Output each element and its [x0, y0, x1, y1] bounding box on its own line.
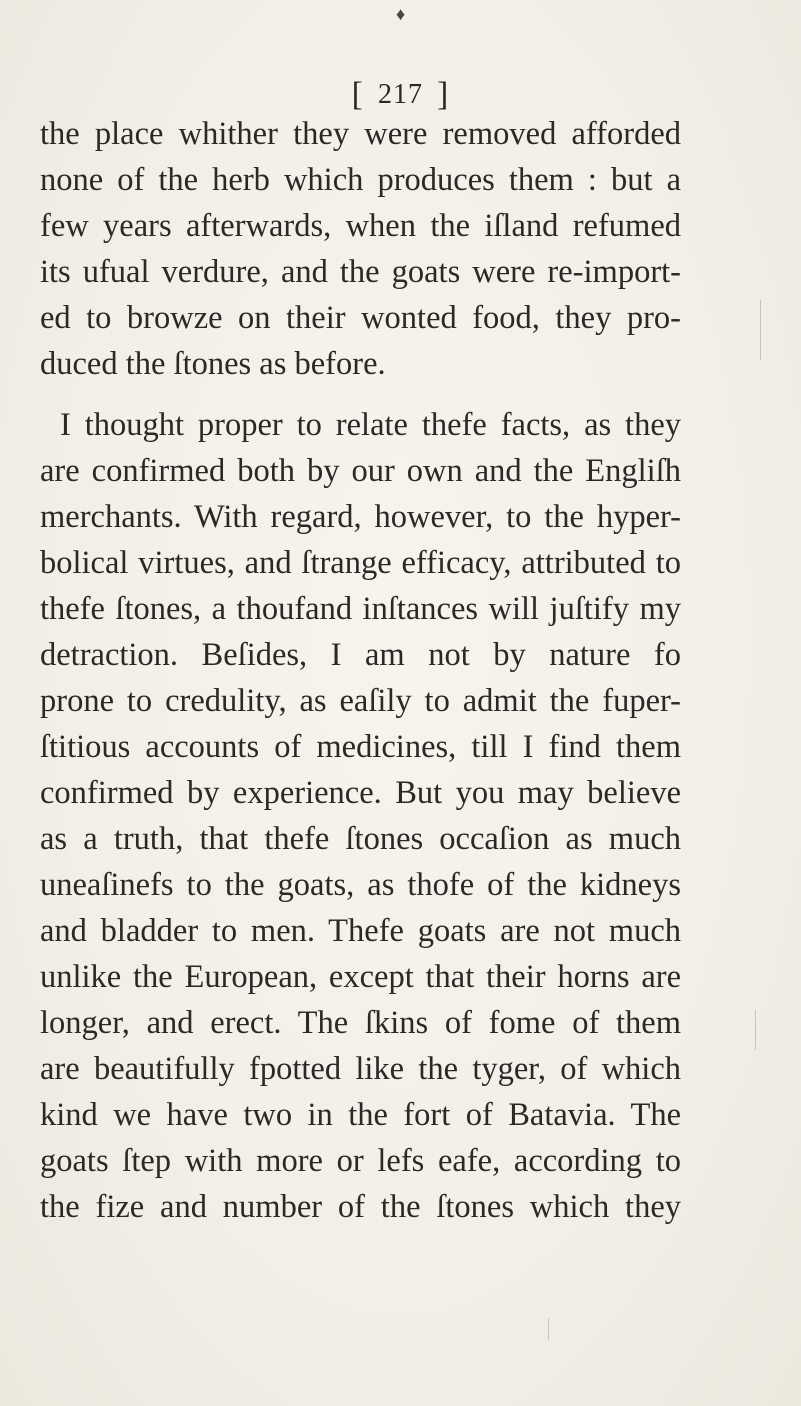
text-line-18: and bladder to men. Thefe goats are not much: [40, 913, 681, 949]
text-line-7: I thought proper to relate thefe facts, as they: [60, 407, 681, 443]
page-number: 217: [378, 79, 423, 110]
text-line-4: its ufual verdure, and the goats were re-import-: [40, 254, 681, 290]
text-line-16: as a truth, that thefe ſtones occaſion as much: [40, 821, 681, 857]
text-line-12: detraction. Beſides, I am not by nature fo: [40, 637, 681, 673]
text-line-13: prone to credulity, as eaſily to admit the fuper-: [40, 683, 681, 719]
text-line-10: bolical virtues, and ſtrange efficacy, attributed to: [40, 545, 681, 581]
text-line-21: are beautifully fpotted like the tyger, of which: [40, 1051, 681, 1087]
text-line-24: the fize and number of the ſtones which they: [40, 1189, 681, 1225]
paper-blemish: [755, 1010, 756, 1050]
text-line-6: duced the ſtones as before.: [40, 346, 386, 382]
text-line-19: unlike the European, except that their horns are: [40, 959, 681, 995]
text-line-5: ed to browze on their wonted food, they pro-: [40, 300, 681, 336]
text-line-17: uneaſinefs to the goats, as thofe of the kidneys: [40, 867, 681, 903]
text-line-2: none of the herb which produces them : but a: [40, 162, 681, 198]
text-line-14: ſtitious accounts of medicines, till I find them: [40, 729, 681, 765]
text-line-9: merchants. With regard, however, to the hyper-: [40, 499, 681, 535]
page-header: [0, 76, 801, 114]
text-line-3: few years afterwards, when the iſland refumed: [40, 208, 681, 244]
header-open-bracket: [: [351, 76, 364, 113]
paper-blemish: [760, 300, 761, 360]
printer-mark: ♦: [396, 4, 406, 24]
text-line-20: longer, and erect. The ſkins of fome of them: [40, 1005, 681, 1041]
text-line-15: confirmed by experience. But you may believe: [40, 775, 681, 811]
paper-blemish: [548, 1318, 549, 1340]
text-line-22: kind we have two in the fort of Batavia. The: [40, 1097, 681, 1133]
header-close-bracket: ]: [437, 76, 450, 113]
text-line-11: thefe ſtones, a thoufand inſtances will juſtify my: [40, 591, 681, 627]
text-line-1: the place whither they were removed afforded: [40, 116, 681, 152]
text-line-8: are confirmed both by our own and the Engliſh: [40, 453, 681, 489]
text-line-23: goats ſtep with more or lefs eafe, according to: [40, 1143, 681, 1179]
